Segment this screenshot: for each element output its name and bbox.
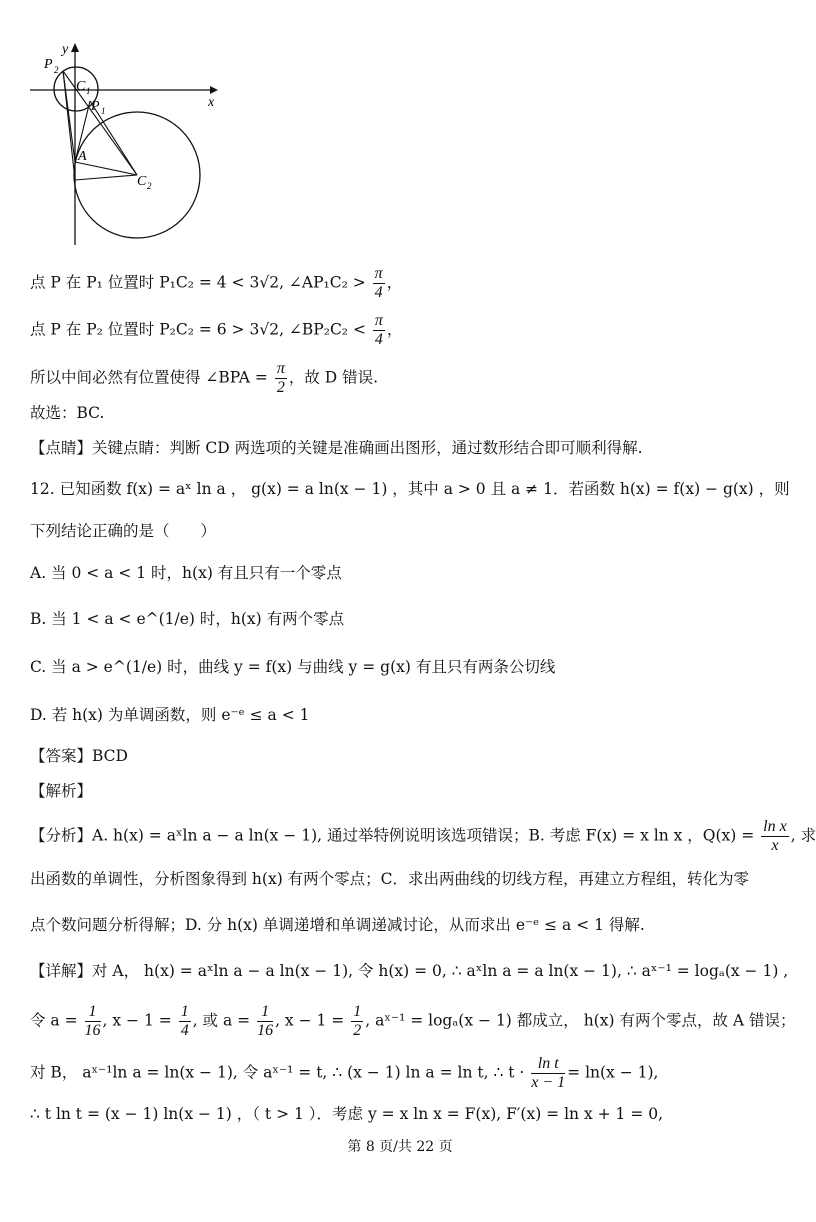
line2-text: 点 P 在 P₂ 位置时 P₂C₂ = 6 > 3√2, ∠BP₂C₂ <	[30, 320, 366, 339]
line1-text: 点 P 在 P₁ 位置时 P₁C₂ = 4 < 3√2, ∠AP₁C₂ >	[30, 273, 366, 292]
geometry-figure	[20, 38, 260, 288]
x-axis-arrow	[210, 86, 218, 94]
text-line-2: 点 P 在 P₂ 位置时 P₂C₂ = 6 > 3√2, ∠BP₂C₂ < $\frac{\pi}{4}$ ，	[30, 312, 403, 348]
detail-line-4: ∴ t ln t = (x − 1) ln(x − 1) ，（ t > 1 ）．考虑 y = x ln x = F(x), F′(x) = ln x + 1 = 0,	[30, 1105, 664, 1123]
analysis-line-1: 【分析】A. h(x) = aˣln a − a ln(x − 1), 通过举特例说明该选项错误；B. 考虑 F(x) = x ln x ，Q(x) = $\frac{\text{ln x}}{x}$ , 求	[30, 818, 816, 854]
option-c: C. 当 a > e^(1/e) 时，曲线 y = f(x) 与曲线 y = g(x) 有且只有两条公切线	[30, 658, 556, 676]
option-d: D. 若 h(x) 为单调函数，则 e⁻ᵉ ≤ a < 1	[30, 706, 310, 724]
analysis-title: 【解析】	[30, 782, 93, 800]
analysis-line-3: 点个数问题分析得解；D. 分 h(x) 单调递增和单调递减讨论，从而求出 e⁻ᵉ ≤ a < 1 得解.	[30, 916, 645, 934]
line3-text: 所以中间必然有位置使得 ∠BPA =	[30, 368, 268, 387]
text-line-3: 所以中间必然有位置使得 ∠BPA = $\frac{\pi}{2}$ ，故 D 错误.	[30, 360, 379, 396]
option-a: A. 当 0 < a < 1 时，h(x) 有且只有一个零点	[30, 564, 342, 582]
segment-p2-c2	[63, 71, 137, 175]
question-12-stem: 12. 已知函数 f(x) = aˣ ln a ， g(x) = a ln(x − 1) ，其中 a > 0 且 a ≠ 1．若函数 h(x) = f(x) − g(x) ，则	[30, 480, 790, 498]
detail-line-1: 【详解】对 A， h(x) = aˣln a − a ln(x − 1), 令 h(x) = 0, ∴ aˣln a = a ln(x − 1), ∴ aˣ⁻¹ = logₐ(x − 1) ,	[30, 962, 789, 980]
label-c1: C	[76, 79, 86, 94]
label-p1-sub: 1	[101, 106, 106, 116]
detail-line-3: 对 B， aˣ⁻¹ln a = ln(x − 1), 令 aˣ⁻¹ = t, ∴ (x − 1) ln a = ln t, ∴ t · $\frac{\text{ln t}}{x - 1}$ = ln(x − 1),	[30, 1055, 659, 1091]
y-axis-arrow	[71, 43, 79, 52]
label-y: y	[62, 42, 69, 57]
detail-line-2: 令 a = $\frac{1}{16}$ , x − 1 = $\frac{1}{4}$ , 或 a = $\frac{1}{16}$ , x − 1 = $\frac{1}{2}$ , aˣ⁻¹ = logₐ(x − 1) 都成立， h(x) 有两个零点，故 A 错误；	[30, 1003, 796, 1039]
fraction-pi-over-2: $\frac{\pi}{2}$	[276, 360, 285, 396]
option-b: B. 当 1 < a < e^(1/e) 时，h(x) 有两个零点	[30, 610, 345, 628]
segment-b-c2	[75, 175, 137, 180]
label-p2-sub: 2	[54, 65, 59, 75]
fraction-lnt-over-x-minus-1: $\frac{\text{ln t}}{x - 1}$	[531, 1055, 566, 1091]
fraction-pi-over-4: $\frac{\pi}{4}$	[374, 265, 383, 301]
label-p1: P	[91, 99, 100, 114]
analysis-line-2: 出函数的单调性，分析图象得到 h(x) 有两个零点；C．求出两曲线的切线方程，再建立方程组，转化为零	[30, 870, 750, 888]
label-p2: P	[44, 57, 53, 72]
page-footer: 第 8 页/共 22 页	[347, 1139, 453, 1155]
label-x: x	[208, 95, 215, 110]
question-12-prompt: 下列结论正确的是（ ）	[30, 522, 217, 540]
label-c2: C	[137, 174, 147, 189]
fraction-pi-over-4: $\frac{\pi}{4}$	[374, 312, 383, 348]
key-point: 【点睛】关键点睛：判断 CD 两选项的关键是准确画出图形，通过数形结合即可顺利得解.	[30, 439, 643, 457]
fraction-lnx-over-x: $\frac{\text{ln x}}{x}$	[763, 818, 787, 854]
text-line-1: 点 P 在 P₁ 位置时 P₁C₂ = 4 < 3√2, ∠AP₁C₂ > $\frac{\pi}{4}$ ，	[30, 265, 403, 301]
label-c2-sub: 2	[147, 181, 152, 191]
label-c1-sub: 1	[86, 86, 91, 96]
label-a: A	[78, 149, 87, 164]
choice-conclusion: 故选：BC.	[30, 404, 105, 422]
answer: 【答案】BCD	[30, 747, 128, 765]
